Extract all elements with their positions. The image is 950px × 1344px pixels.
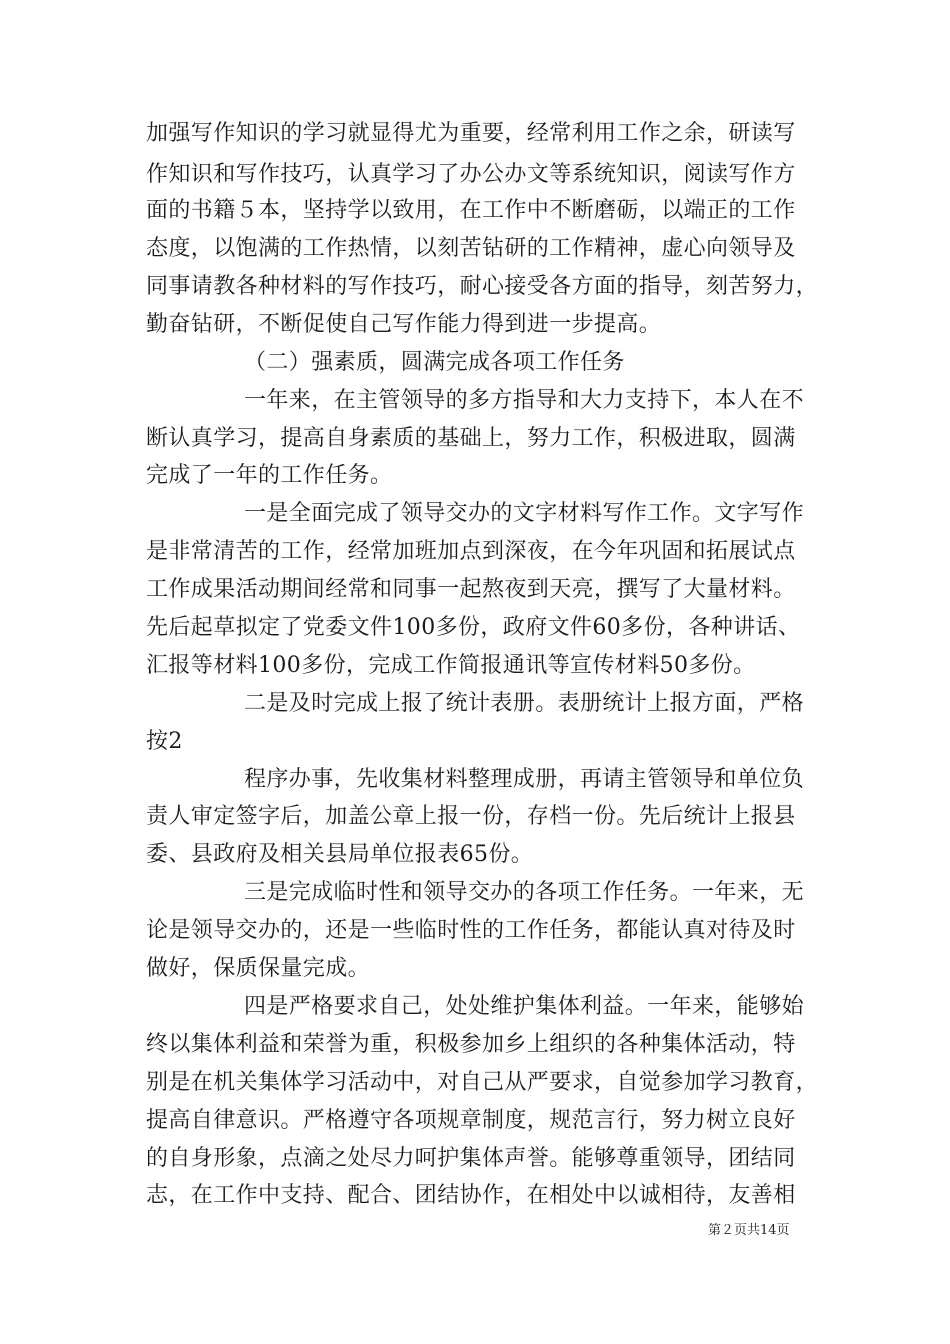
text-line: 是非常清苦的工作，经常加班加点到深夜，在今年巩固和拓展试点 (146, 539, 796, 564)
text-line: 勤奋钻研，不断促使自己写作能力得到进一步提高。 (146, 312, 662, 337)
text-line: 先后起草拟定了党委文件100多份，政府文件60多份，各种讲话、 (146, 615, 801, 640)
text-line: 作知识和写作技巧，认真学习了办公办文等系统知识，阅读写作方 (146, 162, 796, 187)
text-line: 同事请教各种材料的写作技巧，耐心接受各方面的指导，刻苦努力， (146, 274, 819, 299)
text-line: 按2 (146, 729, 183, 754)
text-line: 责人审定签字后，加盖公章上报一份，存档一份。先后统计上报县 (146, 804, 796, 829)
text-line: 别是在机关集体学习活动中，对自己从严要求，自觉参加学习教育， (146, 1070, 819, 1095)
text-line: 一年来，在主管领导的多方指导和大力支持下，本人在不 (244, 388, 805, 413)
section-heading: （二）强素质，圆满完成各项工作任务 (244, 350, 625, 375)
text-line: 志，在工作中支持、配合、团结协作，在相处中以诚相待，友善相 (146, 1183, 796, 1208)
text-line: 终以集体利益和荣誉为重，积极参加乡上组织的各种集体活动，特 (146, 1032, 796, 1057)
text-line: 三是完成临时性和领导交办的各项工作任务。一年来，无 (244, 880, 805, 905)
text-line: 态度，以饱满的工作热情，以刻苦钻研的工作精神，虚心向领导及 (146, 236, 796, 261)
text-line: 提高自律意识。严格遵守各项规章制度，规范言行，努力树立良好 (146, 1108, 796, 1133)
text-line: 做好，保质保量完成。 (146, 956, 371, 981)
text-line: 的自身形象，点滴之处尽力呵护集体声誉。能够尊重领导，团结同 (146, 1146, 796, 1171)
text-line: 完成了一年的工作任务。 (146, 463, 393, 488)
text-line: 程序办事，先收集材料整理成册，再请主管领导和单位负 (244, 767, 805, 792)
text-line: 委、县政府及相关县局单位报表65份。 (146, 842, 534, 867)
text-line: 四是严格要求自己，处处维护集体利益。一年来，能够始 (244, 994, 805, 1019)
text-line: 论是领导交办的，还是一些临时性的工作任务，都能认真对待及时 (146, 918, 796, 943)
text-line: 工作成果活动期间经常和同事一起熬夜到天亮，撰写了大量材料。 (146, 577, 796, 602)
text-line: 加强写作知识的学习就显得尤为重要，经常利用工作之余，研读写 (146, 121, 796, 146)
text-line: 汇报等材料100多份，完成工作简报通讯等宣传材料50多份。 (146, 653, 756, 678)
text-line: 二是及时完成上报了统计表册。表册统计上报方面，严格 (244, 691, 805, 716)
text-line: 一是全面完成了领导交办的文字材料写作工作。文字写作 (244, 501, 805, 526)
text-line: 面的书籍５本，坚持学以致用，在工作中不断磨砺，以端正的工作 (146, 198, 796, 223)
text-line: 断认真学习，提高自身素质的基础上，努力工作，积极进取，圆满 (146, 426, 796, 451)
page-number-footer: 第２页共14页 (708, 1223, 790, 1238)
